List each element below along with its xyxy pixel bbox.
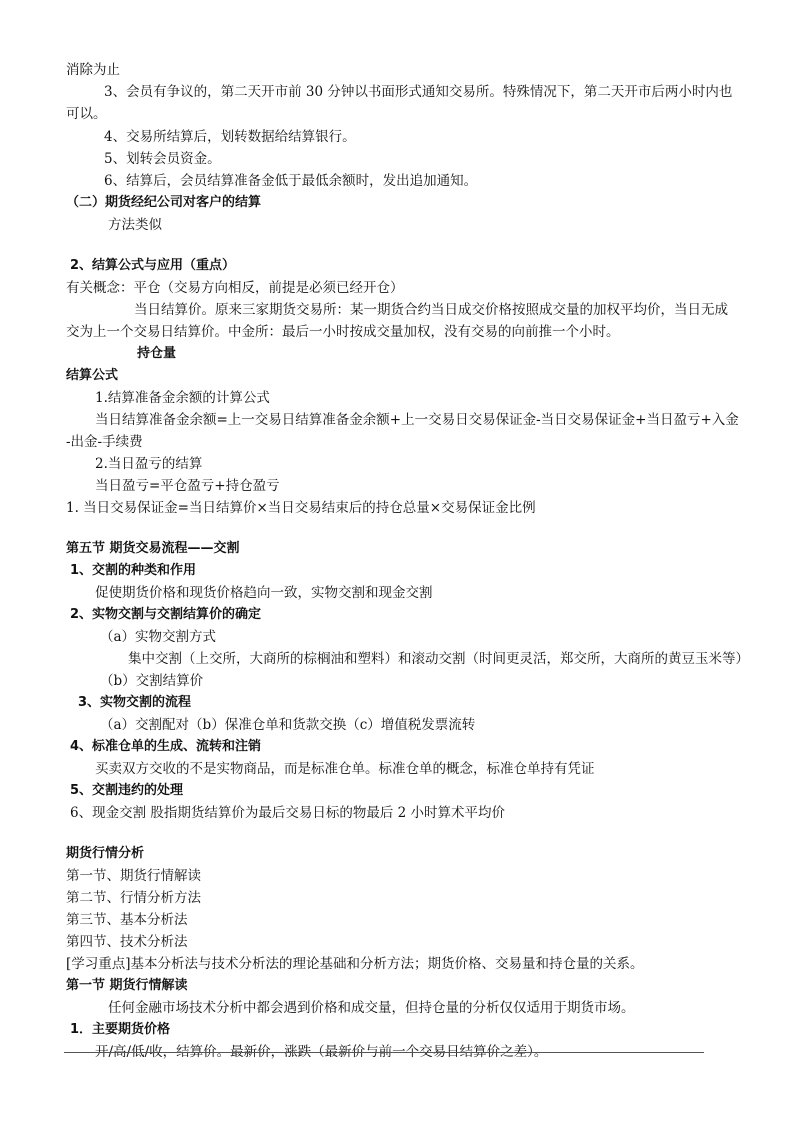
text-line: 任何金融市场技术分析中都会遇到价格和成交量，但持仓量的分析仅仅适用于期货市场。: [108, 1000, 635, 1016]
section-heading: 结算公式: [66, 368, 119, 383]
text-line: 3、会员有争议的，第二天开市前 30 分钟以书面形式通知交易所。特殊情况下，第二天开市后两小时内也: [104, 84, 733, 100]
text-line: 当日盈亏=平仓盈亏+持仓盈亏: [95, 478, 280, 494]
text-line: （a）实物交割方式: [100, 629, 217, 645]
text-line: 方法类似: [108, 217, 162, 233]
text-line: 2.当日盈亏的结算: [95, 456, 203, 472]
section-heading: 4、标准仓单的生成、流转和注销: [70, 739, 262, 754]
text-line: 第一节、期货行情解读: [66, 868, 201, 884]
text-line: -出金-手续费: [66, 434, 143, 450]
section-heading: 第一节 期货行情解读: [66, 978, 188, 993]
text-line: 开/高/低/收，结算价。最新价，涨跌（最新价与前一个交易日结算价之差）。: [95, 1044, 548, 1060]
section-heading: 5、交割违约的处理: [70, 783, 184, 798]
text-line: 5、划转会员资金。: [104, 151, 221, 167]
text-line: [学习重点]基本分析法与技术分析法的理论基础和分析方法；期货价格、交易量和持仓量的关系。: [66, 956, 644, 972]
text-line: 消除为止: [66, 62, 120, 78]
text-line: 6、现金交割 股指期货结算价为最后交易日标的物最后 2 小时算术平均价: [70, 805, 506, 821]
text-line: （b）交割结算价: [100, 673, 204, 689]
section-heading: 1、交割的种类和作用: [70, 563, 197, 578]
section-heading: 第五节 期货交易流程——交割: [66, 541, 240, 556]
text-line: 第三节、基本分析法: [66, 912, 188, 928]
text-line: 第二节、行情分析方法: [66, 890, 201, 906]
text-line: 集中交割（上交所，大商所的棕榈油和塑料）和滚动交割（时间更灵活，郑交所，大商所的黄豆玉米等）: [128, 651, 749, 667]
section-heading: 2、实物交割与交割结算价的确定: [70, 607, 262, 622]
footer-divider: [64, 1052, 704, 1053]
text-line: 交为上一个交易日结算价。中金所：最后一小时按成交量加权，没有交易的向前推一个小时。: [66, 324, 620, 340]
section-heading: 持仓量: [137, 346, 177, 361]
section-heading: （二）期货经纪公司对客户的结算: [66, 195, 262, 210]
section-heading: 3、实物交割的流程: [78, 695, 192, 710]
text-line: 可以。: [66, 106, 107, 122]
text-line: 促使期货价格和现货价格趋向一致，实物交割和现金交割: [95, 585, 433, 601]
text-line: （a）交割配对（b）保准仓单和货款交换（c）增值税发票流转: [100, 717, 476, 733]
text-line: 买卖双方交收的不是实物商品，而是标准仓单。标准仓单的概念，标准仓单持有凭证: [95, 761, 595, 777]
text-line: 1.结算准备金余额的计算公式: [95, 390, 270, 406]
text-line: 当日结算准备金余额=上一交易日结算准备金余额+上一交易日交易保证金-当日交易保证金+当日盈亏+入金: [95, 412, 739, 428]
text-line: 1. 当日交易保证金=当日结算价×当日交易结束后的持仓总量×交易保证金比例: [66, 500, 536, 516]
text-line: 有关概念：平仓（交易方向相反，前提是必须已经开仓）: [66, 280, 404, 296]
text-line: 第四节、技术分析法: [66, 934, 188, 950]
text-line: 当日结算价。原来三家期货交易所：某一期货合约当日成交价格按照成交量的加权平均价，当日无成: [134, 302, 728, 318]
text-line: 4、交易所结算后，划转数据给结算银行。: [104, 129, 356, 145]
text-line: 6、结算后，会员结算准备金低于最低余额时，发出追加通知。: [104, 173, 478, 189]
section-heading: 1．主要期货价格: [70, 1022, 171, 1037]
section-heading: 期货行情分析: [66, 846, 145, 861]
section-heading: 2、结算公式与应用（重点）: [70, 258, 236, 273]
